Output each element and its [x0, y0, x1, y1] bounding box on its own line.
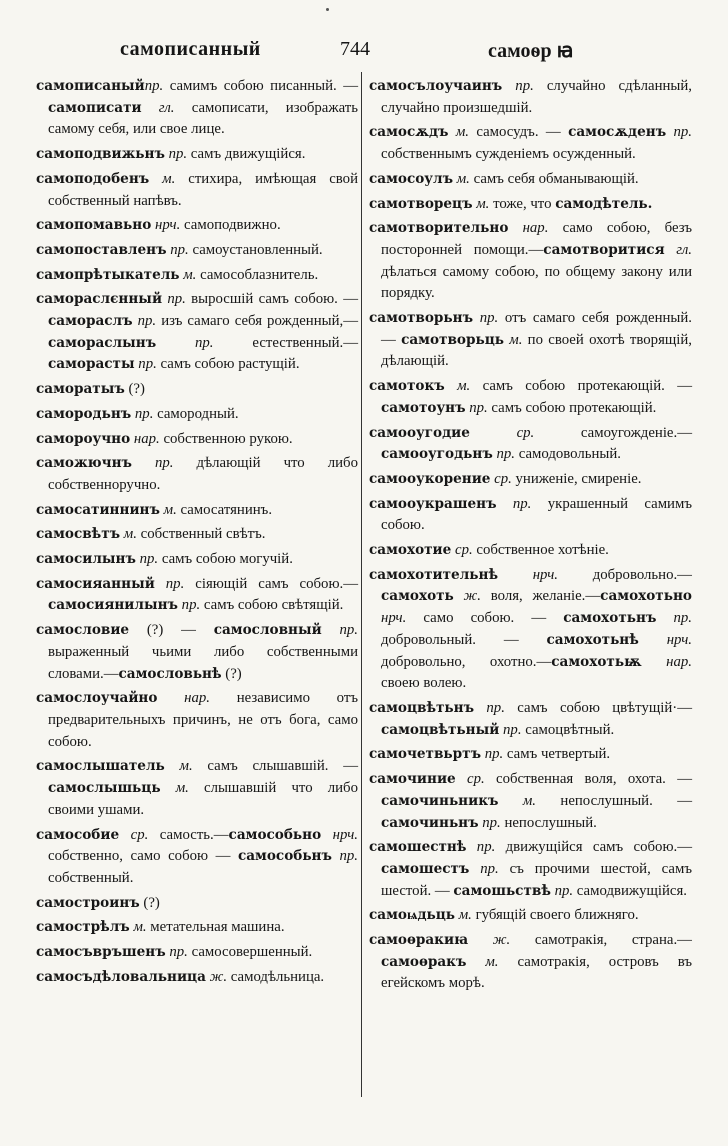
- entry-headword: самоподвижьнъ: [36, 146, 165, 163]
- definition-text: стихира, имѣющая свой собственный напѣвъ.: [48, 170, 358, 209]
- definition-text: собственнымъ сужденіемъ осужденный.: [381, 146, 636, 163]
- dictionary-entry: [36, 169, 358, 212]
- definition-text: выросшій самъ собою. —: [185, 291, 359, 308]
- grammar-label: пр.: [478, 814, 501, 831]
- header-left-guideword: самописанный: [120, 38, 261, 60]
- entry-headword: самосъвръшенъ: [36, 944, 166, 961]
- grammar-label: ср.: [451, 542, 473, 559]
- definition-text: слышавшій что либо своими ушами.: [48, 780, 358, 818]
- definition-text: (?) —: [129, 622, 214, 639]
- derived-headword: самораслъ: [48, 313, 133, 330]
- entry-headword: самооукрашенъ: [369, 495, 497, 512]
- grammar-label: пр.: [154, 575, 185, 592]
- dictionary-entry: [369, 540, 692, 562]
- dictionary-entry: [369, 930, 692, 995]
- grammar-label: нар.: [130, 430, 160, 447]
- grammar-label: пр.: [135, 551, 159, 568]
- grammar-label: пр.: [156, 334, 214, 351]
- definition-text: само собою, безъ посторонней помощи.—: [381, 220, 692, 258]
- grammar-label: нрч.: [638, 631, 692, 648]
- definition-text: независимо отъ предварительныхъ причинъ, не отъ бога, само собою.: [48, 690, 358, 750]
- dictionary-entry: [36, 453, 358, 496]
- dictionary-entry: [36, 289, 358, 376]
- grammar-label: пр.: [481, 746, 504, 763]
- dictionary-entry: [36, 76, 358, 141]
- definition-text: самъ собою протекающій. —: [470, 378, 693, 395]
- definition-text: добровольно.—: [558, 566, 692, 583]
- definition-text: самосудъ. —: [468, 124, 569, 141]
- entry-headword: самотокъ: [369, 378, 445, 395]
- grammar-label: пр.: [166, 241, 189, 258]
- grammar-label: пр.: [550, 882, 574, 899]
- definition-text: добровольно, охотно.—: [381, 653, 552, 670]
- dictionary-entry: [369, 769, 692, 834]
- grammar-label: пр.: [131, 405, 154, 422]
- dictionary-entry: [36, 500, 358, 522]
- entry-headword: самоподобенъ: [36, 170, 150, 187]
- entry-headword: самосияанный: [36, 575, 155, 592]
- entry-headword: самоѳракиꙗ: [369, 932, 469, 949]
- grammar-label: пр.: [499, 721, 522, 738]
- dictionary-entry: [369, 837, 692, 902]
- entry-headword: самотворительно: [369, 220, 509, 237]
- definition-text: самоугожденіе.—: [534, 424, 692, 441]
- grammar-label: пр.: [132, 313, 157, 330]
- dictionary-entry: [369, 565, 692, 695]
- grammar-label: м.: [503, 331, 523, 348]
- definition-text: собственное хотѣніе.: [472, 542, 609, 559]
- definition-text: самосатянинъ.: [176, 501, 273, 518]
- definition-text: съ прочими шестой, самъ шестой. —: [381, 860, 692, 899]
- derived-headword: самосѫденъ: [568, 124, 667, 141]
- grammar-label: нар.: [508, 220, 549, 237]
- definition-text: дѣлаться самому собою, по общему закону или порядку.: [381, 263, 692, 302]
- grammar-label: ср.: [455, 771, 485, 788]
- derived-headword: самособьнъ: [237, 848, 332, 865]
- grammar-label: м.: [164, 758, 193, 775]
- definition-text: изъ самаго себя рожденный,—: [156, 313, 358, 330]
- dictionary-entry: [369, 218, 692, 305]
- grammar-label: нрч.: [321, 826, 358, 843]
- dictionary-entry: [369, 169, 692, 191]
- dictionary-entry: [369, 76, 692, 119]
- definition-text: воля, желаніе.—: [481, 588, 601, 605]
- derived-headword: самораcты: [48, 356, 135, 373]
- definition-text: самъ собою могучій.: [158, 551, 293, 568]
- dictionary-entry: [369, 494, 692, 537]
- definition-text: самъ собою растущій.: [156, 356, 300, 373]
- entry-headword: самочетвьртъ: [369, 746, 482, 763]
- dictionary-entry: [369, 194, 692, 216]
- dictionary-entry: [36, 967, 358, 989]
- derived-headword: самодѣтель.: [555, 195, 653, 212]
- definition-text: самъ собою свѣтящій.: [200, 597, 344, 614]
- derived-headword: самошьствѣ: [453, 882, 551, 899]
- grammar-label: ср.: [469, 424, 535, 441]
- definition-text: случайно сдѣланный, случайно произшедшій.: [381, 78, 692, 116]
- entry-headword: самопомавьно: [36, 217, 152, 234]
- dictionary-entry: [369, 308, 692, 373]
- dictionary-entry: [36, 379, 358, 401]
- grammar-label: пр.: [177, 597, 201, 614]
- derived-headword: самотворитися: [543, 241, 665, 258]
- derived-headword: самооугодьнъ: [381, 446, 493, 463]
- definition-text: самъ движущійся.: [187, 146, 306, 163]
- entry-headword: самораслєнный: [36, 291, 163, 308]
- definition-text: самость.—: [148, 826, 229, 843]
- derived-headword: самохоть: [381, 588, 454, 605]
- definition-text: самотракія, островъ въ егейскомъ морѣ.: [381, 953, 693, 992]
- definition-text: собственною рукою.: [159, 430, 293, 447]
- entry-headword: самородьнъ: [36, 405, 132, 422]
- entry-headword: самосълоучаинъ: [369, 78, 503, 94]
- grammar-label: пр.: [331, 848, 358, 865]
- entry-headword: саможючнъ: [36, 455, 132, 472]
- dictionary-entry: [36, 756, 358, 821]
- dictionary-entry: [36, 215, 358, 237]
- grammar-label: пр.: [496, 495, 532, 512]
- dictionary-entry: [36, 688, 358, 753]
- grammar-label: гл.: [664, 241, 692, 258]
- dictionary-entry: [36, 942, 358, 964]
- dictionary-entry: [36, 144, 358, 166]
- dictionary-entry: [369, 698, 692, 741]
- definition-text: самъ слышавшій. —: [192, 758, 358, 775]
- definition-text: самосовершенный.: [187, 944, 313, 961]
- grammar-label: гл.: [141, 99, 175, 116]
- dictionary-entry: [36, 265, 358, 287]
- entry-headword: самосоулъ: [369, 170, 454, 187]
- entry-headword: самочиние: [369, 771, 456, 788]
- dictionary-entry: [369, 376, 692, 419]
- grammar-label: м.: [472, 195, 490, 212]
- entry-headword: самоцвѣтьнъ: [369, 699, 475, 716]
- definition-text: украшенный самимъ собою.: [381, 495, 692, 534]
- grammar-label: м.: [466, 953, 499, 970]
- grammar-label: м.: [444, 378, 471, 395]
- definition-text: (?): [139, 894, 160, 911]
- derived-headword: самохотьѭ: [551, 653, 642, 670]
- entry-headword: самохотительнѣ: [369, 566, 499, 583]
- grammar-label: м.: [448, 124, 469, 141]
- definition-text: своею волею.: [381, 675, 467, 692]
- grammar-label: пр.: [144, 78, 164, 94]
- entry-headword: самосѫдъ: [369, 124, 449, 141]
- definition-text: самодовольный.: [515, 446, 621, 463]
- derived-headword: самособьно: [228, 826, 322, 843]
- definition-text: губящій своего ближняго.: [471, 907, 639, 924]
- definition-text: самъ собою цвѣтущій·—: [504, 699, 692, 716]
- derived-headword: самословьнѣ: [118, 665, 222, 682]
- definition-text: собственная воля, охота. —: [484, 771, 692, 788]
- definition-text: собственный свѣтъ.: [136, 526, 266, 543]
- definition-text: непослушный.: [500, 814, 597, 831]
- entry-headword: самословие: [36, 622, 130, 639]
- grammar-label: пр.: [466, 839, 496, 856]
- grammar-label: пр.: [502, 78, 534, 94]
- definition-text: собственно, само собою —: [48, 848, 238, 865]
- grammar-label: м.: [159, 501, 177, 518]
- definition-text: самодѣльница.: [227, 968, 325, 985]
- grammar-label: пр.: [165, 944, 188, 961]
- grammar-label: нрч.: [498, 566, 559, 583]
- derived-headword: самотоунъ: [381, 399, 466, 416]
- grammar-label: м.: [498, 792, 536, 809]
- definition-text: непослушный. —: [536, 792, 692, 809]
- page-number: 744: [340, 38, 370, 60]
- definition-text: самимъ собою писанный. —: [163, 78, 358, 94]
- grammar-label: ж.: [453, 588, 482, 605]
- grammar-label: м.: [455, 907, 472, 924]
- grammar-label: пр.: [321, 622, 358, 639]
- entry-headword: самоѩдьць: [369, 907, 456, 924]
- entry-headword: самохотие: [369, 542, 452, 559]
- page-header: [0, 38, 728, 68]
- dictionary-entry: [369, 423, 692, 466]
- derived-headword: самораслынъ: [48, 334, 157, 351]
- entry-headword: самооукорение: [369, 470, 491, 487]
- definition-text: дѣлающій что либо собственноручно.: [48, 455, 358, 493]
- entry-headword: самособие: [36, 826, 120, 843]
- entry-headword: самослоучайно: [36, 690, 158, 707]
- entry-headword: самотворьнъ: [369, 310, 474, 327]
- definition-text: самописати, изображать самому себя, или свое лице.: [48, 99, 358, 138]
- dictionary-entry: [369, 744, 692, 766]
- definition-text: естественный.—: [213, 334, 358, 351]
- grammar-label: м.: [129, 919, 147, 936]
- definition-text: (?): [124, 381, 145, 398]
- definition-text: самоподвижно.: [180, 217, 281, 234]
- grammar-label: м.: [120, 526, 137, 543]
- definition-text: собственный.: [48, 869, 134, 886]
- definition-text: само собою. —: [406, 610, 564, 627]
- entry-headword: самоpатыъ: [36, 381, 125, 398]
- definition-text: самъ собою протекающій.: [487, 399, 657, 416]
- derived-headword: самоцвѣтьный: [381, 721, 500, 738]
- grammar-label: пр.: [131, 455, 174, 472]
- dictionary-entry: [369, 122, 692, 165]
- definition-text: самотракія, страна.—: [510, 932, 692, 949]
- dictionary-entry: [36, 893, 358, 915]
- derived-headword: самохотьно: [600, 588, 692, 605]
- grammar-label: пр.: [492, 446, 515, 463]
- derived-headword: самотворьць: [401, 331, 504, 348]
- entry-headword: самостроинъ: [36, 894, 140, 911]
- entry-headword: самошестнѣ: [369, 839, 467, 856]
- derived-headword: самословный: [213, 622, 322, 639]
- grammar-label: ж.: [205, 968, 228, 985]
- grammar-label: пр.: [469, 860, 499, 877]
- derived-headword: самослышьць: [48, 780, 161, 797]
- entry-headword: самопрѣтыкатель: [36, 266, 180, 283]
- grammar-label: пр.: [666, 124, 693, 141]
- grammar-label: пр.: [474, 699, 505, 716]
- definition-text: сіяющій самъ собою.—: [184, 575, 358, 592]
- entry-headword: самооугодие: [369, 424, 470, 441]
- dictionary-entry: [36, 549, 358, 571]
- grammar-label: м.: [160, 780, 189, 797]
- grammar-label: пр.: [465, 399, 488, 416]
- definition-text: движущійся самъ собою.—: [495, 839, 692, 856]
- entry-headword: самороучно: [36, 430, 131, 447]
- derived-headword: самосиянилынъ: [48, 597, 178, 614]
- grammar-label: ср.: [490, 470, 512, 487]
- definition-text: униженіе, смиреніе.: [511, 470, 642, 487]
- definition-text: самодвижущійся.: [573, 882, 687, 899]
- grammar-label: нар.: [157, 690, 211, 707]
- entry-headword: самопоставленъ: [36, 241, 167, 258]
- grammar-label: пр.: [473, 310, 499, 327]
- definition-text: самособлазнитель.: [196, 266, 319, 283]
- grammar-label: пр.: [656, 610, 692, 627]
- grammar-label: ср.: [119, 826, 149, 843]
- dictionary-entry: [36, 620, 358, 685]
- dictionary-entry: [369, 905, 692, 927]
- grammar-label: нар.: [641, 653, 692, 670]
- header-right-guideword: самоѳр ꙗ: [488, 40, 574, 62]
- grammar-label: м.: [453, 170, 470, 187]
- derived-headword: самописати: [48, 99, 142, 116]
- grammar-label: м.: [179, 266, 197, 283]
- definition-text: самородный.: [153, 405, 239, 422]
- dictionary-entry: [36, 524, 358, 546]
- entry-headword: самослышатель: [36, 758, 165, 775]
- column-divider: [361, 72, 362, 1097]
- derived-headword: самочиньникъ: [381, 792, 499, 809]
- grammar-label: нрч.: [381, 610, 407, 627]
- entry-headword: самосилынъ: [36, 551, 136, 568]
- dictionary-entry: [36, 429, 358, 451]
- entry-headword: самострѣлъ: [36, 919, 130, 936]
- grammar-label: м.: [149, 170, 176, 187]
- definition-text: по своей охотѣ творящій, дѣлающій.: [381, 331, 692, 370]
- definition-text: самъ четвертый.: [503, 746, 611, 763]
- definition-text: самоцвѣтный.: [521, 721, 615, 738]
- dictionary-entry: [36, 404, 358, 426]
- dictionary-entry: [36, 825, 358, 890]
- entry-headword: самописаный: [36, 78, 145, 94]
- grammar-label: ж.: [468, 932, 511, 949]
- dictionary-entry: [36, 240, 358, 262]
- grammar-label: пр.: [162, 291, 186, 308]
- definition-text: добровольный. —: [381, 631, 547, 648]
- grammar-label: нрч.: [151, 217, 181, 234]
- right-column: [369, 76, 692, 998]
- definition-text: выраженный чьими либо собственными словами.—: [48, 643, 358, 682]
- dictionary-entry: [36, 917, 358, 939]
- definition-text: отъ самаго себя рожденный. —: [381, 310, 692, 348]
- entry-headword: самосъдѣловальница: [36, 968, 206, 985]
- print-speck: [326, 8, 329, 11]
- derived-headword: самочиньнъ: [381, 814, 479, 831]
- definition-text: самоустановленный.: [188, 241, 323, 258]
- definition-text: тоже, что: [489, 195, 556, 212]
- definition-text: (?): [221, 665, 242, 682]
- definition-text: метательная машина.: [146, 919, 285, 936]
- entry-headword: самосвѣтъ: [36, 526, 121, 543]
- dictionary-entry: [369, 469, 692, 491]
- grammar-label: пр.: [164, 146, 188, 163]
- grammar-label: пр.: [134, 356, 157, 373]
- derived-headword: самошестъ: [381, 860, 470, 877]
- entry-headword: самотворецъ: [369, 195, 473, 212]
- left-column: [36, 76, 358, 991]
- derived-headword: самоѳракъ: [381, 953, 467, 970]
- dictionary-entry: [36, 574, 358, 617]
- derived-headword: самохотьнъ: [563, 610, 657, 627]
- definition-text: самъ себя обманывающій.: [469, 170, 639, 187]
- derived-headword: самохотьнѣ: [546, 631, 639, 648]
- entry-headword: самосатиннинъ: [36, 501, 160, 518]
